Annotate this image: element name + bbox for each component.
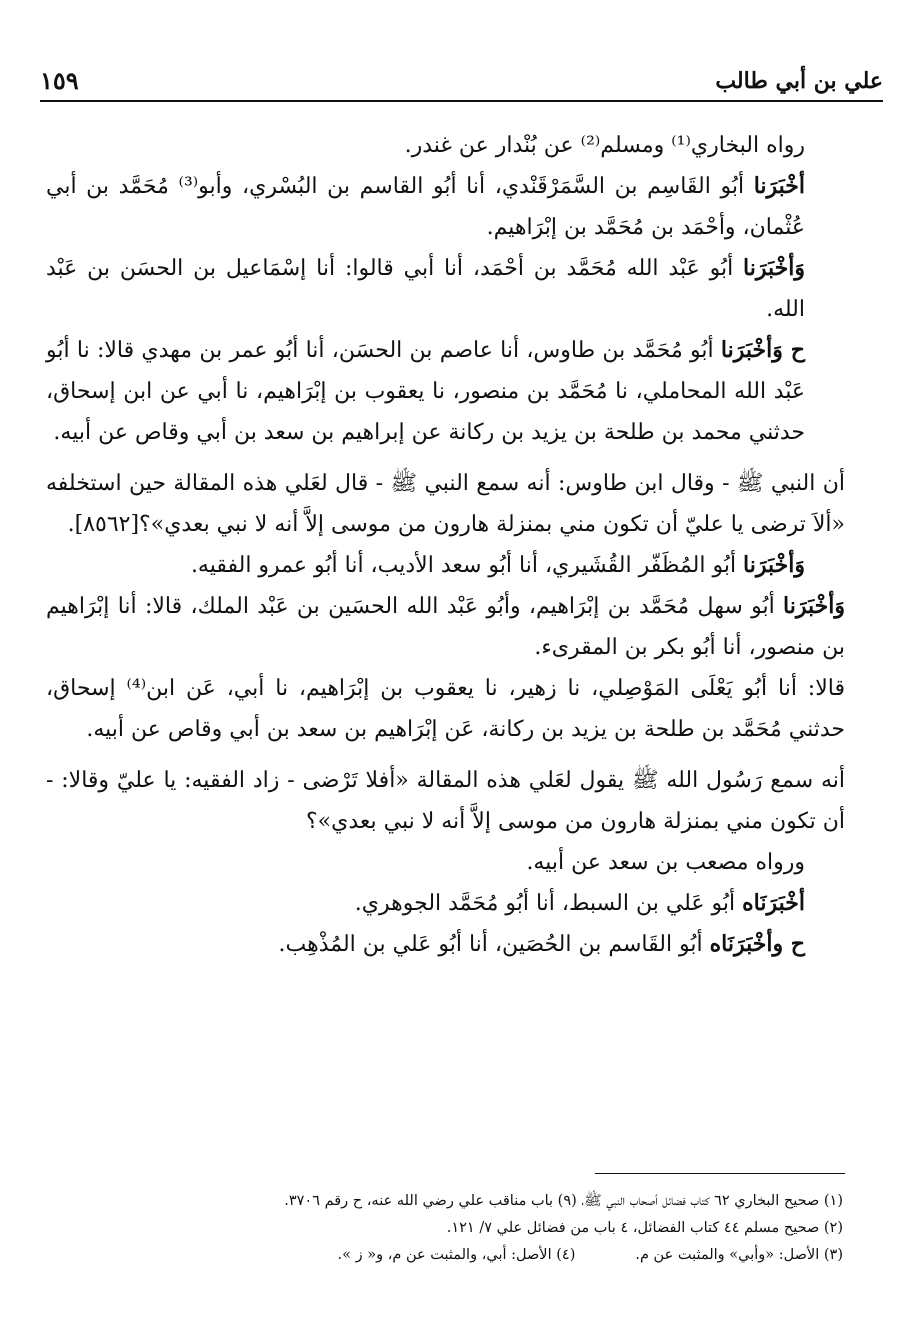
footnote-separator	[595, 1173, 845, 1174]
paragraph-4: ح وَأخْبَرَنا أبُو مُحَمَّد بن طاوس، أنا عاصم بن الحسَن، أنا أبُو عمر بن مهدي قالا: نا أبُو عَبْد الله المحاملي، نا مُحَمَّد بن منصور، نا يعقوب بن إبْرَاهيم، نا أبي عن ابن إسحاق، حدثني محمد بن طلحة بن يزيد بن ركانة عن إبراهيم بن سعد بن أبي وقاص عن أبيه.	[46, 337, 805, 445]
footnote-3: (٣) الأصل: «وأبي» والمثبت عن م.	[635, 1247, 843, 1263]
paragraph-2: أخْبَرَنا أبُو القَاسِم بن السَّمَرْقَنْدي، أنا أبُو القاسم بن البُسْري، وأبو⁽³⁾ مُحَمَّد بن أبي عُثْمان، وأحْمَد بن مُحَمَّد بن إبْرَاهيم.	[46, 173, 806, 240]
footnotes	[86, 1188, 843, 1269]
paragraph-7: وَأخْبَرَنا أبُو سهل مُحَمَّد بن إبْرَاهيم، وأبُو عَبْد الله الحسَين بن عَبْد الملك، قالا: أنا إبْرَاهيم بن منصور، أنا أبُو بكر بن المقرىء.	[46, 593, 845, 660]
main-text	[46, 125, 845, 965]
paragraph-11: أخْبَرَنَاه أبُو عَلي بن السبط، أنا أبُو مُحَمَّد الجوهري.	[354, 890, 805, 916]
paragraph-12: ح وأخْبَرَنَاه أبُو القَاسم بن الحُصَين، أنا أبُو عَلي بن المُذْهِب.	[278, 931, 805, 957]
footnote-2: (٢) صحيح مسلم ٤٤ كتاب الفضائل، ٤ باب من فضائل علي ٧/ ١٢١.	[446, 1220, 843, 1236]
header-title: علي بن أبي طالب	[715, 68, 883, 94]
footnote-1: (١) صحيح البخاري ٦٢ كتاب فضائل أصحاب النبي ﷺ، (٩) باب مناقب علي رضي الله عنه، ح رقم ٣٧٠٦.	[284, 1193, 843, 1209]
paragraph-1: رواه البخاري⁽¹⁾ ومسلم⁽²⁾ عن بُنْدار عن غندر.	[404, 133, 805, 158]
paragraph-10: ورواه مصعب بن سعد عن أبيه.	[526, 850, 805, 875]
footnote-4: (٤) الأصل: أبي، والمثبت عن م، و« ز ».	[337, 1247, 576, 1263]
footnote-row	[86, 1242, 843, 1269]
running-header	[40, 62, 883, 102]
paragraph-9: أنه سمع رَسُول الله ﷺ يقول لعَلي هذه المقالة «أفلا تَرْضى - زاد الفقيه: يا عليّ وقالا: - أن تكون مني بمنزلة هارون من موسى إلاَّ أنه لا نبي بعدي»؟	[46, 768, 845, 834]
paragraph-8: قالا: أنا أبُو يَعْلَى المَوْصِلي، نا زهير، نا يعقوب بن إبْرَاهيم، نا أبي، عَن ابن⁽⁴⁾ إسحاق، حدثني مُحَمَّد بن طلحة بن يزيد بن ركانة، عَن إبْرَاهيم بن سعد بن أبي وقاص عن أبيه.	[46, 676, 845, 742]
paragraph-3: وَأخْبَرَنا أبُو عَبْد الله مُحَمَّد بن أحْمَد، أنا أبي قالوا: أنا إسْمَاعيل بن الحسَن بن عَبْد الله.	[46, 255, 805, 322]
paragraph-6: وَأخْبَرَنا أبُو المُظَفّر القُشَيري، أنا أبُو سعد الأديب، أنا أبُو عمرو الفقيه.	[190, 552, 805, 578]
page-number: ١٥٩	[40, 66, 79, 95]
paragraph-5: أن النبي ﷺ - وقال ابن طاوس: أنه سمع النبي ﷺ - قال لعَلي هذه المقالة حين استخلفه «ألاَ ترضى يا عليّ أن تكون مني بمنزلة هارون من موسى إلاَّ أنه لا نبي بعدي»؟[٨٥٦٢].	[46, 471, 845, 537]
